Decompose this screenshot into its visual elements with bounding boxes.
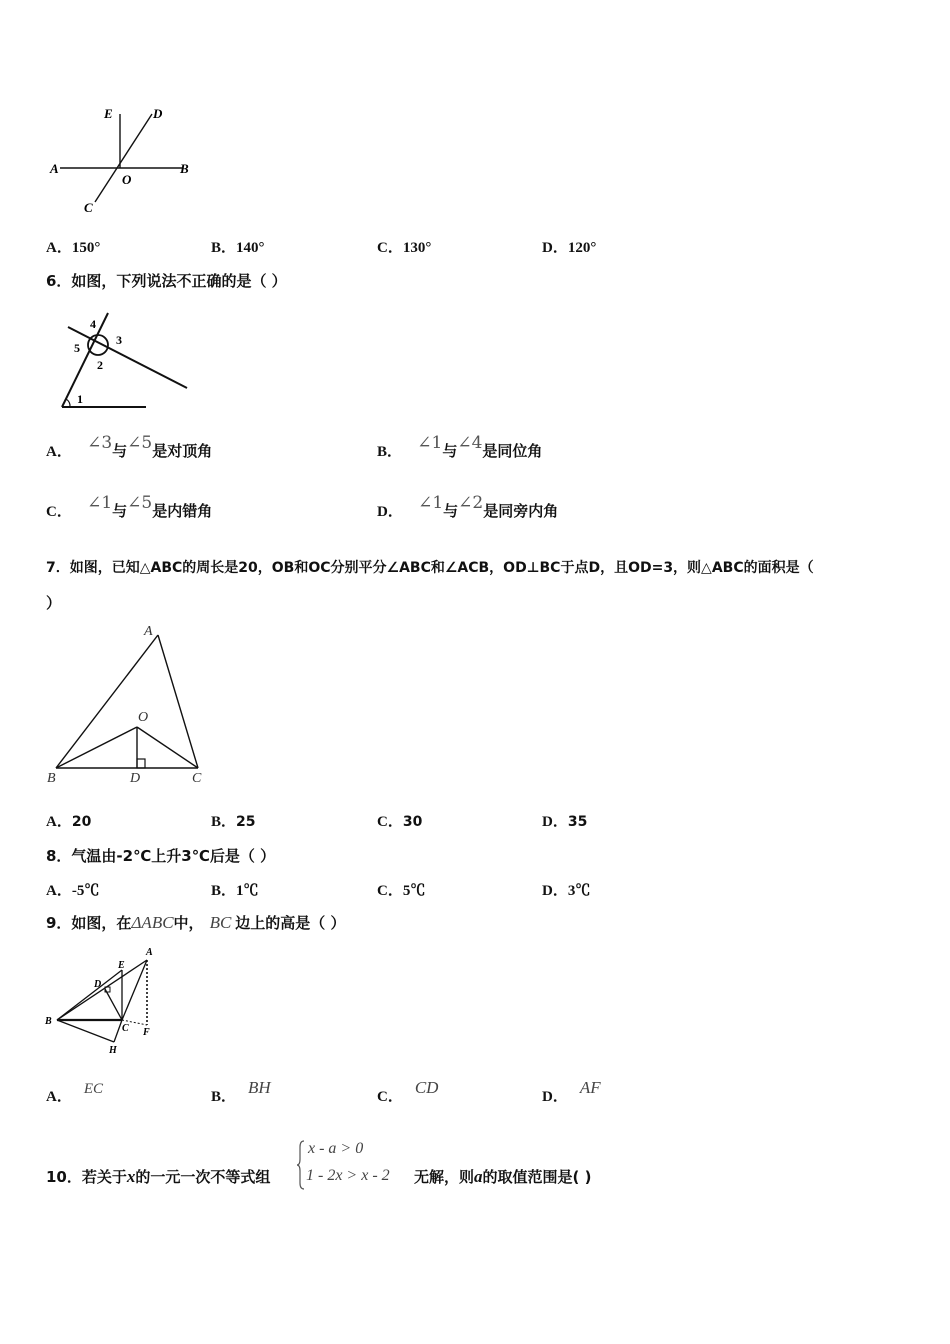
q9-figure [40, 945, 170, 1060]
q6-option-d[interactable]: D． ∠1与∠2是同旁内角 [377, 493, 559, 520]
q6-label-4: 4 [90, 317, 96, 331]
q9-label-e: E [118, 960, 125, 971]
q9-option-b[interactable]: B． BH [211, 1078, 271, 1105]
q7-right-angle-mark [137, 759, 145, 768]
q7-label-d: D [130, 771, 141, 786]
q7-option-d[interactable]: D．35 [542, 814, 588, 830]
q10-stem: 10．若关于x的一元一次不等式组 [46, 1167, 271, 1186]
q6-option-c[interactable]: C． ∠1与∠5是内错角 [46, 493, 213, 520]
q7-segment-co [137, 727, 198, 768]
q6-label-2: 2 [97, 358, 103, 372]
q5-figure [40, 100, 210, 220]
q9-segment-bh [57, 1020, 114, 1042]
q9-stem: 9．如图，在ΔABC中， BC 边上的高是（ ） [46, 913, 346, 932]
q9-segment-ch [114, 1020, 122, 1042]
q9-label-h: H [109, 1045, 117, 1056]
q9-label-a: A [146, 947, 153, 958]
label-o: O [122, 172, 132, 187]
q6-stem: 6．如图，下列说法不正确的是（ ） [46, 272, 287, 290]
q9-label-c: C [122, 1023, 129, 1034]
q10-stem-tail: 无解，则a的取值范围是( ) [414, 1167, 592, 1186]
q7-option-b[interactable]: B．25 [211, 814, 256, 830]
q5-option-c[interactable]: C．130° [377, 240, 432, 256]
q9-label-b: B [45, 1016, 52, 1027]
q5-option-d[interactable]: D．120° [542, 240, 597, 256]
q7-stem-line2: ） [46, 594, 62, 612]
q9-option-d[interactable]: D． AF [542, 1078, 601, 1105]
label-d: D [153, 106, 163, 121]
q8-option-c[interactable]: C．5℃ [377, 883, 426, 899]
label-e: E [104, 106, 113, 121]
q7-option-a[interactable]: A．20 [46, 814, 92, 830]
q7-side-ab [56, 635, 158, 768]
q10-inequality-system [296, 1139, 408, 1191]
q6-label-3: 3 [116, 333, 122, 347]
q9-label-d: D [94, 979, 102, 990]
q9-segment-dc [105, 989, 122, 1020]
q7-stem-line1: 7．如图，已知△ABC的周长是20，OB和OC分别平分∠ABC和∠ACB，OD⊥BC于点D，且OD=3，则△ABC的面积是（ [46, 560, 814, 576]
q6-option-a[interactable]: A． ∠3与∠5是对顶角 [46, 433, 213, 460]
q5-option-b[interactable]: B．140° [211, 240, 265, 256]
q7-label-b: B [47, 771, 56, 786]
q10-inequality-1: x - a > 0 [308, 1140, 364, 1157]
q8-option-a[interactable]: A．-5℃ [46, 883, 100, 899]
q6-figure [50, 305, 200, 415]
q10-inequality-2: 1 - 2x > x - 2 [306, 1167, 390, 1184]
q7-option-c[interactable]: C．30 [377, 814, 423, 830]
q8-option-d[interactable]: D．3℃ [542, 883, 591, 899]
q6-option-b[interactable]: B． ∠1与∠4是同位角 [377, 433, 543, 460]
q8-stem: 8．气温由-2℃上升3℃后是（ ） [46, 847, 276, 865]
label-b: B [180, 161, 189, 176]
q9-segment-ba [57, 960, 147, 1020]
q7-figure [40, 620, 210, 790]
label-c: C [84, 200, 93, 215]
q7-side-ac [158, 635, 198, 768]
line-cd [95, 114, 152, 202]
q8-option-b[interactable]: B．1℃ [211, 883, 259, 899]
left-brace-icon [296, 1139, 306, 1191]
label-a: A [50, 161, 59, 176]
q9-segment-be [57, 970, 122, 1020]
q6-angle1-arc [66, 399, 70, 407]
q9-option-c[interactable]: C． CD [377, 1078, 439, 1105]
q7-segment-bo [56, 727, 137, 768]
q6-label-1: 1 [77, 392, 83, 406]
q7-label-o: O [138, 710, 149, 725]
q9-label-f: F [143, 1027, 150, 1038]
q5-option-a[interactable]: A．150° [46, 240, 101, 256]
q7-label-a: A [144, 624, 153, 639]
q7-label-c: C [192, 771, 202, 786]
q6-label-5: 5 [74, 341, 80, 355]
q9-option-a[interactable]: A． EC [46, 1081, 104, 1105]
